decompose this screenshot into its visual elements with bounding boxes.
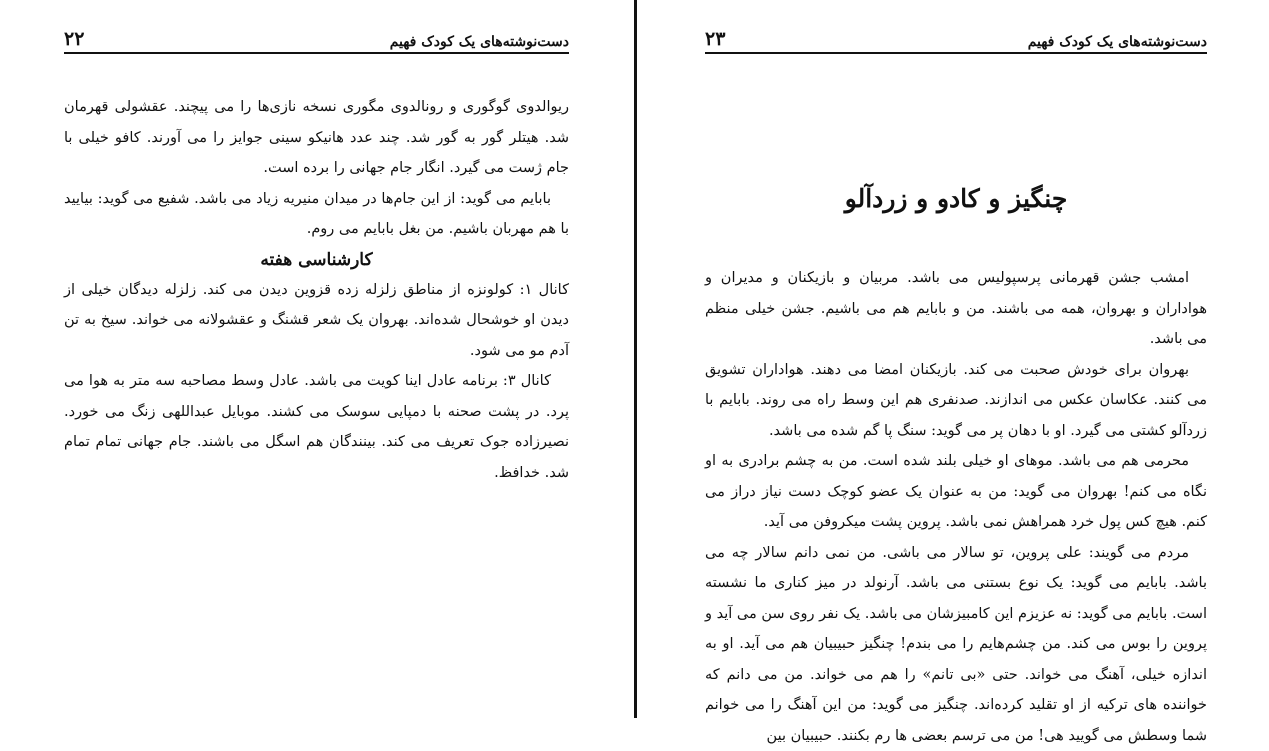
right-page-number: ۲۳ bbox=[705, 28, 725, 50]
left-paragraph-4: کانال ۳: برنامه عادل اینا کویت می باشد. عادل وسط مصاحبه سه متر به هوا می پرد. در پشت صحنه با دمپایی سوسک می کشند. موبایل عبداللهی زنگ می خورد. نصیرزاده جوک تعریف می کند. بینندگان هم اسگل می باشند. جام جهانی تمام تمام شد. خدافظ. bbox=[64, 366, 569, 488]
left-running-title: دست‌نوشته‌های یک کودک فهیم bbox=[390, 34, 569, 50]
left-page bbox=[0, 0, 634, 718]
right-header-rule bbox=[705, 52, 1207, 54]
section-heading: کارشناسی هفته bbox=[64, 245, 569, 275]
right-page bbox=[638, 0, 1269, 718]
left-page-body bbox=[64, 92, 569, 488]
book-spine-divider bbox=[634, 0, 637, 718]
left-paragraph-1: ریوالدوی گوگوری و رونالدوی مگوری نسخه نازی‌ها را می پیچند. عقشولی قهرمان شد. هیتلر گور به گور شد. چند عدد هانیکو سینی جوایز را می آورند. کافو خیلی با جام ژست می گیرد. انگار جام جهانی را برده است. bbox=[64, 92, 569, 184]
right-page-header bbox=[705, 24, 1207, 50]
right-paragraph-2: بهروان برای خودش صحبت می کند. بازیکنان امضا می دهند. هواداران تشویق می کنند. عکاسان عکس می اندازند. صدنفری هم این وسط راه می روند. بابایم با زردآلو کشتی می گیرد. او با دهان پر می گوید: سنگ پا گم شده می باشد. bbox=[705, 355, 1207, 447]
left-paragraph-3: کانال ۱: کولونزه از مناطق زلزله زده قزوین دیدن می کند. زلزله دیدگان خیلی از دیدن او خوشحال شده‌اند. بهروان یک شعر قشنگ و عقشولانه می خواند. سیخ به تن آدم مو می شود. bbox=[64, 275, 569, 367]
left-page-number: ۲۲ bbox=[64, 28, 84, 50]
left-header-rule bbox=[64, 52, 569, 54]
chapter-title: چنگیز و کادو و زردآلو bbox=[705, 184, 1207, 213]
left-paragraph-2: بابایم می گوید: از این جام‌ها در میدان منیریه زیاد می باشد. شفیع می گوید: بیایید با هم مهربان باشیم. من بغل بابایم می روم. bbox=[64, 184, 569, 245]
right-paragraph-3: محرمی هم می باشد. موهای او خیلی بلند شده است. من به چشم برادری به او نگاه می کنم! بهروان می گوید: من به عنوان یک عضو کوچک دست نیاز دراز می کنم. هیچ کس پول خرد همراهش نمی باشد. پروین پشت میکروفن می آید. bbox=[705, 446, 1207, 538]
left-page-header bbox=[64, 24, 569, 50]
right-page-body bbox=[705, 263, 1207, 751]
right-paragraph-4: مردم می گویند: علی پروین، تو سالار می باشی. من نمی دانم سالار چه می باشد. بابایم می گوید: یک نوع بستنی می باشد. آرنولد در میز کناری ما نشسته است. بابایم می گوید: نه عزیزم این کامبیزشان می باشد. یک نفر روی سن می آید و پروین را بوس می کند. من چشم‌هایم را می بندم! چنگیز حبیبیان هم می آید. او به اندازه خیلی، آهنگ می خواند. حتی «بی تانم» را هم می خواند. من می دانم که خواننده های ترکیه از او تقلید کرده‌اند. چنگیز می گوید: من این آهنگ را می خوانم شما وسطش می گویید هی! من می ترسم بعضی ها رم بکنند. حبیبیان بین bbox=[705, 538, 1207, 751]
right-running-title: دست‌نوشته‌های یک کودک فهیم bbox=[1028, 34, 1207, 50]
right-paragraph-1: امشب جشن قهرمانی پرسپولیس می باشد. مربیان و بازیکنان و مدیران و هواداران و بهروان، همه می باشند. من و بابایم هم می باشیم. جشن خیلی منظم می باشد. bbox=[705, 263, 1207, 355]
